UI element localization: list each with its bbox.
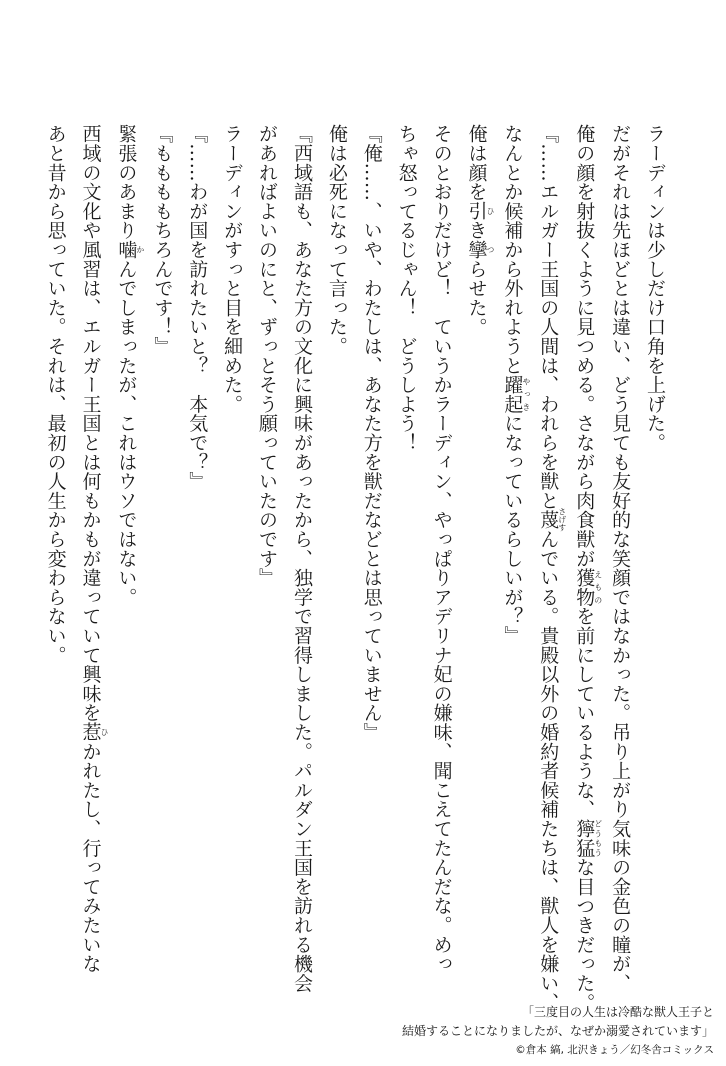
furigana-word: 獲物えもの [573, 567, 603, 607]
text-line: 『……わが国を訪れたいと？ 本気で？』 [186, 124, 209, 491]
furigana-word: 惹ひ [79, 722, 109, 742]
furigana-word: 噛か [115, 239, 145, 260]
text-line: 俺の顔を射抜くように見つめる。さながら肉食獣が獲物えものを前にしているような、獰猛どうもうな目つきだった。 [573, 124, 603, 1012]
text-line: 『……エルガー王国の人間は、われらを獣と蔑さげすんでいる。貴殿以外の婚約者候補たちは、獣人を嫌い、 [537, 124, 567, 1012]
text-line: 『俺……、いや、わたしは、あなた方を獣だなどとは思っていません』 [360, 124, 383, 742]
copyright-credit [402, 1003, 714, 1060]
text-line: 俺は必死になって言った。 [325, 124, 348, 356]
text-line: だがそれは先ほどとは違い、どう見ても友好的な笑顔ではなかった。吊り上がり気味の金色の瞳が、 [609, 124, 632, 993]
text-line: 俺は顔を引ひき攣つらせた。 [465, 124, 495, 337]
credit-title-line: 結婚することになりましたが、なぜか溺愛されています」 [401, 1024, 714, 1038]
novel-body-text [38, 124, 672, 1012]
text-line: ちゃ怒ってるじゃん！ どうしよう！ [395, 124, 418, 453]
credit-title-line: 「三度目の人生は冷酷な獣人王子と [521, 1005, 714, 1019]
text-line: なんとか候補から外れようと躍起やっきになっているらしいが？』 [501, 124, 531, 646]
text-line: 緊張のあまり噛かんでしまったが、これはウソではない。 [115, 124, 145, 607]
text-line: ラーディンは少しだけ口角を上げた。 [644, 124, 666, 453]
furigana-word: 蔑さげす [537, 507, 567, 532]
credit-copyright-line: ©倉本 縞, 北沢きょう／幻冬舎コミックス [515, 1044, 714, 1056]
furigana-word: 引ひ [465, 201, 495, 221]
text-line: 『ももももちろんです！』 [151, 124, 174, 356]
text-line: 『西域語も、あなた方の文化に興味があったから、独学で習得しました。パルダン王国を訪れる機会 [290, 124, 313, 993]
furigana-word: 獰猛どうもう [573, 818, 603, 858]
text-line: があればよいのにと、ずっとそう願っていたのです』 [256, 124, 279, 588]
furigana-word: 躍起やっき [501, 374, 531, 414]
text-line: あと昔から思っていた。それは、最初の人生から変わらない。 [44, 124, 67, 665]
furigana-word: 攣つ [465, 239, 495, 260]
text-line: 西域の文化や風習は、エルガー王国とは何もかもが違っていて興味を惹ひかれたし、行ってみたいな [79, 124, 109, 974]
text-line: そのとおりだけど！ ていうかラーディン、やっぱりアデリナ妃の嫌味、聞こえてたんだな。めっ [430, 124, 453, 974]
text-line: ラーディンがすっと目を細めた。 [221, 124, 244, 414]
